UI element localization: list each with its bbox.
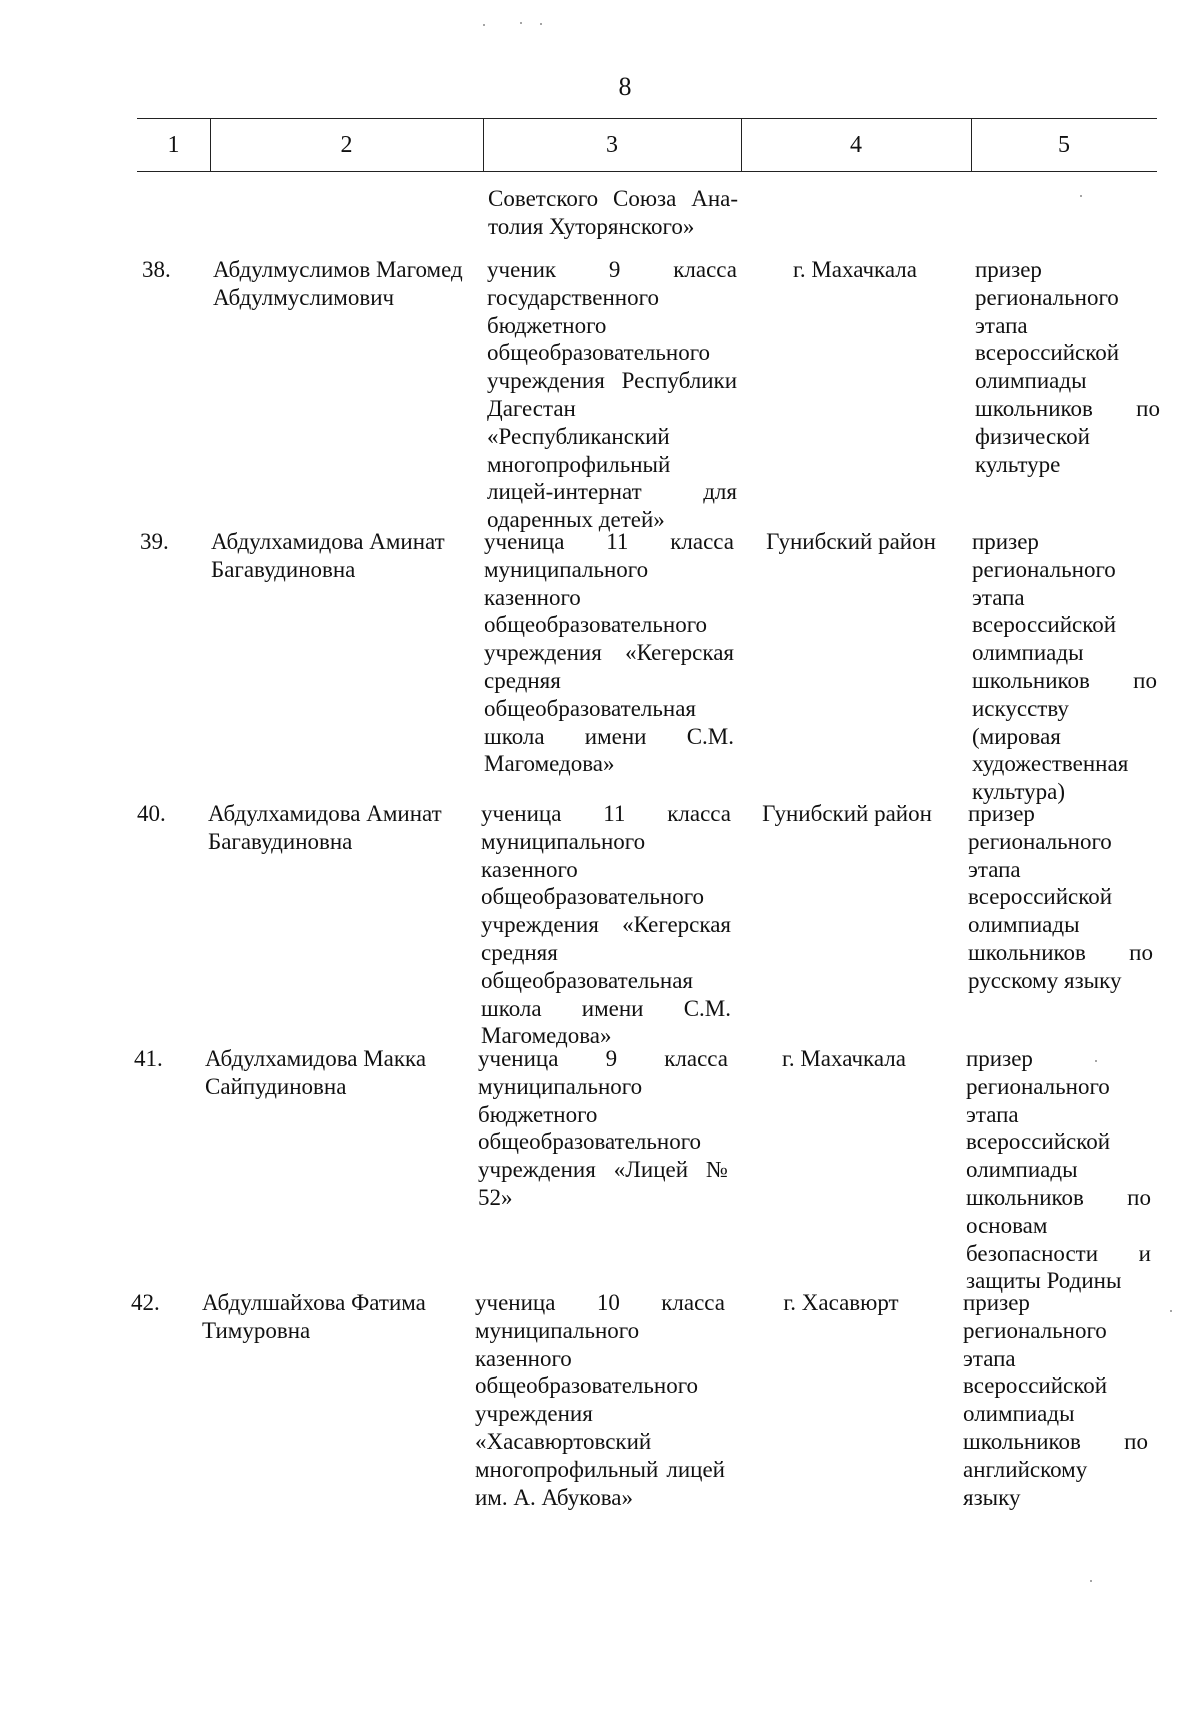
locality: г. Хасавюрт bbox=[783, 1290, 899, 1315]
student-name: Абдулхамидова Аминат Багавудиновна bbox=[208, 801, 442, 854]
header-col-2: 2 bbox=[340, 132, 353, 158]
school-info: ученица 10 класса муниципального казенного общеобразовательного учреждения «Хасавюртовский многопрофильный лицей им. А. Абукова» bbox=[475, 1290, 725, 1510]
school-info: ученица 9 класса муниципального бюджетного общеобразовательного учреждения «Лицей № 52» bbox=[478, 1046, 728, 1210]
student-name: Абдулмуслимов Магомед Абдулмуслимович bbox=[213, 257, 463, 310]
student-name: Абдулшайхова Фатима Тимуровна bbox=[202, 1290, 426, 1343]
student-name: Абдулхамидова Макка Сайпудиновна bbox=[205, 1046, 427, 1099]
scan-speck bbox=[1170, 1310, 1172, 1312]
scan-speck bbox=[1080, 195, 1082, 197]
student-name: Абдулхамидова Аминат Багавудиновна bbox=[211, 529, 445, 582]
locality: г. Махачкала bbox=[793, 257, 917, 282]
header-col-3: 3 bbox=[606, 132, 618, 158]
locality: Гунибский район bbox=[766, 529, 936, 554]
scan-speck bbox=[483, 24, 485, 26]
page-number: 8 bbox=[618, 72, 632, 101]
scan-speck bbox=[540, 23, 542, 25]
scan-speck bbox=[520, 22, 522, 24]
header-col-1: 1 bbox=[167, 132, 180, 158]
school-info: ученица 11 класса муниципального казенного общеобразовательного учреждения «Кегерская средняя общеобразовательная школа имени С.М. Магомедова» bbox=[481, 801, 731, 1049]
award: призер регионального этапа всероссийской олимпиады школьников по основам безопасности и защиты Родины bbox=[966, 1046, 1151, 1294]
continuation-text: Советского Союза Ана-толия Хуторянского» bbox=[488, 186, 738, 239]
row-number: 38. bbox=[142, 257, 171, 282]
row-number: 42. bbox=[131, 1290, 160, 1315]
row-number: 39. bbox=[140, 529, 169, 554]
award: призер регионального этапа всероссийской олимпиады школьников по русскому языку bbox=[968, 801, 1153, 993]
scan-speck bbox=[1090, 1580, 1092, 1582]
row-number: 40. bbox=[137, 801, 166, 826]
header-col-5: 5 bbox=[1058, 132, 1070, 158]
locality: г. Махачкала bbox=[782, 1046, 906, 1071]
school-info: ученица 11 класса муниципального казенного общеобразовательного учреждения «Кегерская средняя общеобразовательная школа имени С.М. Магомедова» bbox=[484, 529, 734, 777]
award: призер регионального этапа всероссийской олимпиады школьников по искусству (мировая художественная культура) bbox=[972, 529, 1157, 805]
locality: Гунибский район bbox=[762, 801, 932, 826]
table-header bbox=[137, 118, 1157, 172]
row-number: 41. bbox=[134, 1046, 163, 1071]
school-info: ученик 9 класса государственного бюджетного общеобразовательного учреждения Республики Дагестан «Республиканский многопрофильный лицей-интернат для одаренных детей» bbox=[487, 257, 737, 533]
award: призер регионального этапа всероссийской олимпиады школьников по английскому языку bbox=[963, 1290, 1148, 1510]
award: призер регионального этапа всероссийской олимпиады школьников по физической культуре bbox=[975, 257, 1160, 477]
header-col-4: 4 bbox=[850, 132, 862, 158]
